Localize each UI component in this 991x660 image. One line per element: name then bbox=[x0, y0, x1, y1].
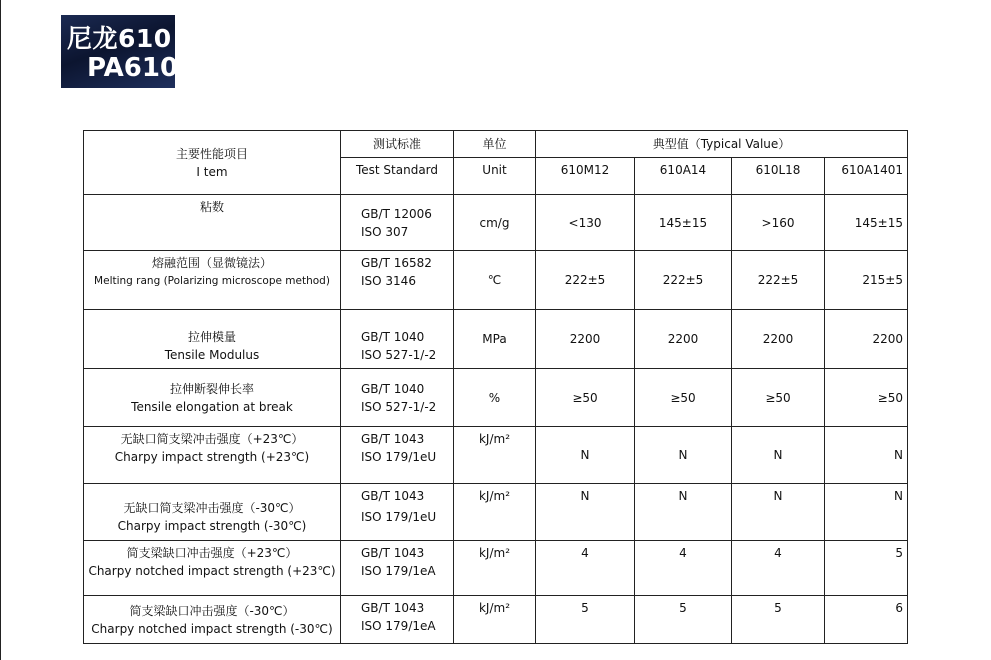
header-standard-en: Test Standard bbox=[341, 158, 454, 195]
value-cell: 222±5 bbox=[536, 251, 635, 310]
unit: kJ/m² bbox=[454, 484, 536, 541]
standard-gb: GB/T 1043 bbox=[361, 601, 425, 615]
header-item-en: I tem bbox=[196, 164, 228, 179]
value-cell: 5 bbox=[536, 596, 635, 644]
test-standard bbox=[341, 251, 454, 310]
header-item-cell bbox=[84, 131, 341, 195]
standard-iso: ISO 179/1eA bbox=[361, 564, 436, 578]
standard-iso: ISO 179/1eU bbox=[361, 450, 437, 464]
value-cell: ≥50 bbox=[536, 369, 635, 427]
test-standard bbox=[341, 427, 454, 484]
property-name bbox=[84, 310, 341, 369]
standard-gb: GB/T 1043 bbox=[361, 432, 425, 446]
product-title-badge bbox=[61, 15, 179, 88]
value-cell: 6 bbox=[825, 596, 908, 644]
unit: kJ/m² bbox=[454, 596, 536, 644]
value-cell: N bbox=[536, 427, 635, 484]
table-row bbox=[84, 369, 908, 427]
property-name bbox=[84, 251, 341, 310]
property-name-en: Charpy impact strength (+23℃) bbox=[114, 450, 310, 464]
unit: cm/g bbox=[454, 195, 536, 251]
standard-gb: GB/T 16582 bbox=[361, 256, 432, 270]
header-grade: 610A14 bbox=[635, 158, 732, 195]
property-name-cn: 无缺口简支梁冲击强度（-30℃） bbox=[123, 501, 301, 515]
standard-gb: GB/T 1043 bbox=[361, 489, 425, 503]
table-row bbox=[84, 427, 908, 484]
value-cell: ≥50 bbox=[825, 369, 908, 427]
unit: kJ/m² bbox=[454, 427, 536, 484]
value-cell: 5 bbox=[732, 596, 825, 644]
table-row bbox=[84, 484, 908, 541]
table-row bbox=[84, 310, 908, 369]
page-left-border bbox=[0, 0, 1, 660]
header-grade: 610L18 bbox=[732, 158, 825, 195]
property-name bbox=[84, 484, 341, 541]
value-cell: N bbox=[732, 484, 825, 541]
property-name bbox=[84, 596, 341, 644]
header-grade: 610M12 bbox=[536, 158, 635, 195]
test-standard bbox=[341, 195, 454, 251]
value-cell: 145±15 bbox=[635, 195, 732, 251]
value-cell: 5 bbox=[825, 541, 908, 596]
property-name-cn: 简支梁缺口冲击强度（+23℃） bbox=[126, 546, 298, 560]
value-cell: 4 bbox=[635, 541, 732, 596]
standard-iso: ISO 527-1/-2 bbox=[361, 399, 437, 414]
properties-table bbox=[83, 130, 908, 644]
value-cell: 2200 bbox=[732, 310, 825, 369]
unit: % bbox=[454, 369, 536, 427]
unit: kJ/m² bbox=[454, 541, 536, 596]
property-name-cn: 拉伸模量 bbox=[187, 330, 236, 344]
value-cell: 5 bbox=[635, 596, 732, 644]
test-standard bbox=[341, 484, 454, 541]
unit: MPa bbox=[454, 310, 536, 369]
value-cell: N bbox=[635, 484, 732, 541]
value-cell: N bbox=[732, 427, 825, 484]
value-cell: N bbox=[635, 427, 732, 484]
value-cell: 222±5 bbox=[732, 251, 825, 310]
property-name-en: Melting rang (Polarizing microscope method) bbox=[94, 275, 330, 287]
standard-iso: ISO 179/1eA bbox=[361, 619, 436, 633]
test-standard bbox=[341, 369, 454, 427]
value-cell: 215±5 bbox=[825, 251, 908, 310]
value-cell: 222±5 bbox=[635, 251, 732, 310]
property-name-cn: 无缺口简支梁冲击强度（+23℃） bbox=[120, 432, 304, 446]
value-cell: 2200 bbox=[536, 310, 635, 369]
test-standard bbox=[341, 596, 454, 644]
standard-gb: GB/T 1043 bbox=[361, 546, 425, 560]
value-cell: 2200 bbox=[635, 310, 732, 369]
property-name-en: Tensile elongation at break bbox=[131, 399, 293, 414]
value-cell: N bbox=[536, 484, 635, 541]
property-name-en: Tensile Modulus bbox=[164, 348, 260, 362]
header-grade: 610A1401 bbox=[825, 158, 908, 195]
standard-iso: ISO 3146 bbox=[361, 274, 416, 288]
header-typical-value: 典型值（Typical Value） bbox=[536, 131, 908, 158]
value-cell: 4 bbox=[732, 541, 825, 596]
value-cell: N bbox=[825, 484, 908, 541]
property-name-cn: 粘数 bbox=[199, 200, 224, 214]
value-cell: ≥50 bbox=[732, 369, 825, 427]
property-name-en: Charpy impact strength (-30℃) bbox=[117, 519, 307, 533]
test-standard bbox=[341, 310, 454, 369]
value-cell: ≥50 bbox=[635, 369, 732, 427]
standard-iso: ISO 307 bbox=[361, 224, 409, 239]
property-name bbox=[84, 541, 341, 596]
property-name-en: Charpy notched impact strength (+23℃) bbox=[88, 564, 336, 578]
standard-gb: GB/T 12006 bbox=[361, 206, 432, 221]
property-name bbox=[84, 195, 341, 251]
badge-title-en: PA610 bbox=[87, 53, 179, 83]
property-name-cn: 拉伸断裂伸长率 bbox=[169, 381, 254, 396]
test-standard bbox=[341, 541, 454, 596]
header-unit-cn: 单位 bbox=[454, 131, 536, 158]
value-cell: 2200 bbox=[825, 310, 908, 369]
header-standard-cn: 测试标准 bbox=[341, 131, 454, 158]
table-row bbox=[84, 251, 908, 310]
value-cell: 4 bbox=[536, 541, 635, 596]
value-cell: 145±15 bbox=[825, 195, 908, 251]
standard-gb: GB/T 1040 bbox=[361, 330, 425, 344]
property-name-en: Charpy notched impact strength (-30℃) bbox=[91, 621, 333, 636]
property-name bbox=[84, 369, 341, 427]
property-name bbox=[84, 427, 341, 484]
header-item-cn: 主要性能项目 bbox=[175, 146, 248, 161]
table-row bbox=[84, 596, 908, 644]
unit: ℃ bbox=[454, 251, 536, 310]
property-name-cn: 熔融范围（显微镜法） bbox=[151, 256, 272, 270]
table-row bbox=[84, 195, 908, 251]
value-cell: >160 bbox=[732, 195, 825, 251]
header-unit-en: Unit bbox=[454, 158, 536, 195]
value-cell: <130 bbox=[536, 195, 635, 251]
badge-title-cn: 尼龙610 bbox=[67, 24, 172, 53]
standard-gb: GB/T 1040 bbox=[361, 381, 425, 396]
standard-iso: ISO 527-1/-2 bbox=[361, 348, 437, 362]
property-name-cn: 简支梁缺口冲击强度（-30℃） bbox=[129, 603, 295, 618]
table-row bbox=[84, 541, 908, 596]
value-cell: N bbox=[825, 427, 908, 484]
standard-iso: ISO 179/1eU bbox=[361, 510, 437, 524]
